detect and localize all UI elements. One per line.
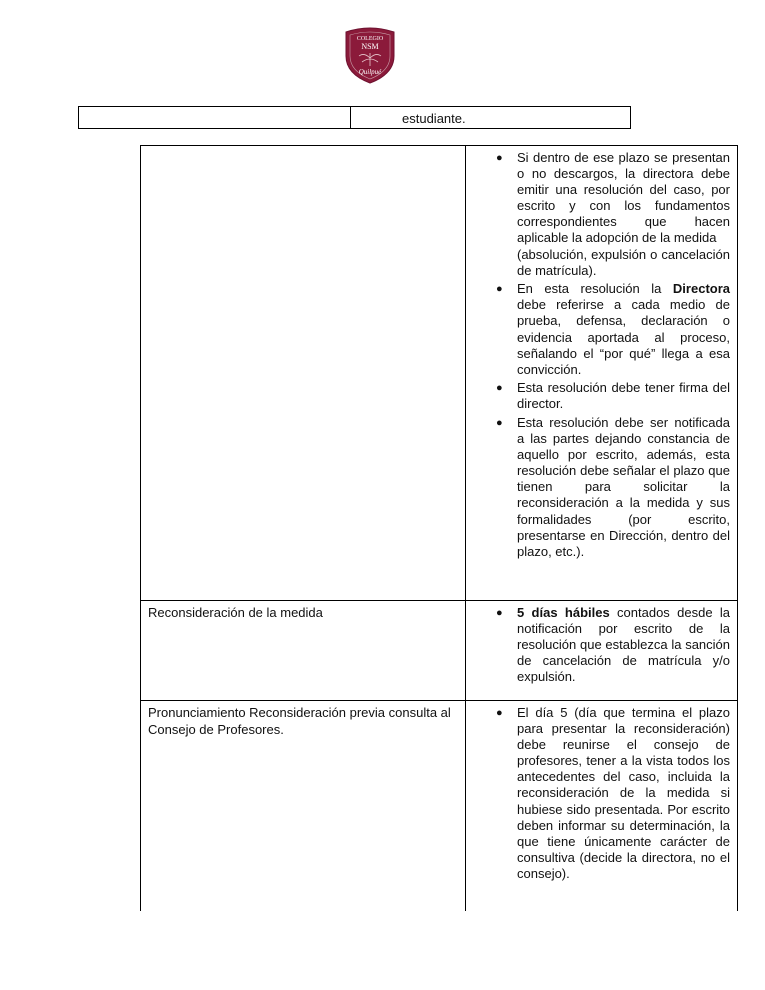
- logo-line3: Quilpué: [358, 68, 382, 76]
- list-item: [466, 281, 730, 378]
- list-item: [466, 705, 730, 882]
- list-item: [466, 380, 730, 412]
- table-row: [141, 701, 738, 911]
- bullet-icon: ●: [496, 607, 503, 619]
- procedure-table: [140, 145, 738, 911]
- row3-detail-cell: [466, 701, 738, 911]
- row1-item2-pre: En esta resolución la: [517, 281, 673, 297]
- table-row: [141, 601, 738, 701]
- row1-stage-cell: [141, 146, 466, 601]
- bullet-icon: ●: [496, 283, 503, 296]
- list-item: [466, 605, 730, 685]
- table-row: [141, 146, 738, 601]
- row2-stage-cell: Reconsideración de la medida: [141, 601, 466, 701]
- row1-item4-text: Esta resolución debe ser notificada a las partes dejando constancia de aquello por escrito, además, esta resolución debe señalar el plazo que tienen para solicitar la reconsideración a la medida y sus formalidades (por escrito, presentarse en Dirección, dentro del plazo, etc.).: [517, 415, 730, 559]
- school-logo: [342, 26, 398, 84]
- bullet-icon: ●: [496, 382, 503, 395]
- row3-stage-cell: Pronunciamiento Reconsideración previa consulta al Consejo de Profesores.: [141, 701, 466, 911]
- header-cell-left: [79, 107, 351, 128]
- row1-item1-extra: (absolución, expulsión o cancelación de matrícula).: [517, 246, 730, 278]
- row1-item1-text: Si dentro de ese plazo se presentan o no descargos, la directora debe emitir una resolución del caso, por escrito y con los fundamentos correspondientes que hacen aplicable la adopción de la medida: [517, 150, 730, 246]
- row2-item-post: contados desde la notificación por escrito de la resolución que establezca la sanción de cancelación de matrícula y/o expulsión.: [517, 605, 730, 685]
- bullet-icon: ●: [496, 417, 503, 429]
- row1-item2-bold: Directora: [672, 281, 730, 297]
- row2-detail-cell: [466, 601, 738, 701]
- row1-detail-cell: [466, 146, 738, 601]
- row1-item3-text: Esta resolución debe tener firma del director.: [517, 380, 730, 412]
- row3-item-text: El día 5 (día que termina el plazo para presentar la reconsideración) debe reunirse el consejo de profesores, tener a la vista todos los antecedentes del caso, incluida la reconsideración de la medida si hubiese sido presentada. Por escrito deben informar su determinación, la que tiene únicamente carácter de consultiva (decide la directora, no el consejo).: [517, 705, 730, 881]
- bullet-icon: ●: [496, 707, 503, 719]
- header-table: [78, 106, 631, 129]
- header-cell-right: estudiante.: [402, 111, 466, 126]
- row1-item2-post: debe referirse a cada medio de prueba, defensa, declaración o evidencia aportada al proceso, señalando el “por qué” llega a esa convicción.: [517, 297, 730, 377]
- bullet-icon: ●: [496, 152, 503, 164]
- logo-line1: COLEGIO: [356, 36, 384, 42]
- list-item: [466, 150, 730, 279]
- row2-item-bold: 5 días hábiles: [517, 605, 610, 620]
- logo-line2: NSM: [361, 42, 379, 51]
- list-item: [466, 415, 730, 560]
